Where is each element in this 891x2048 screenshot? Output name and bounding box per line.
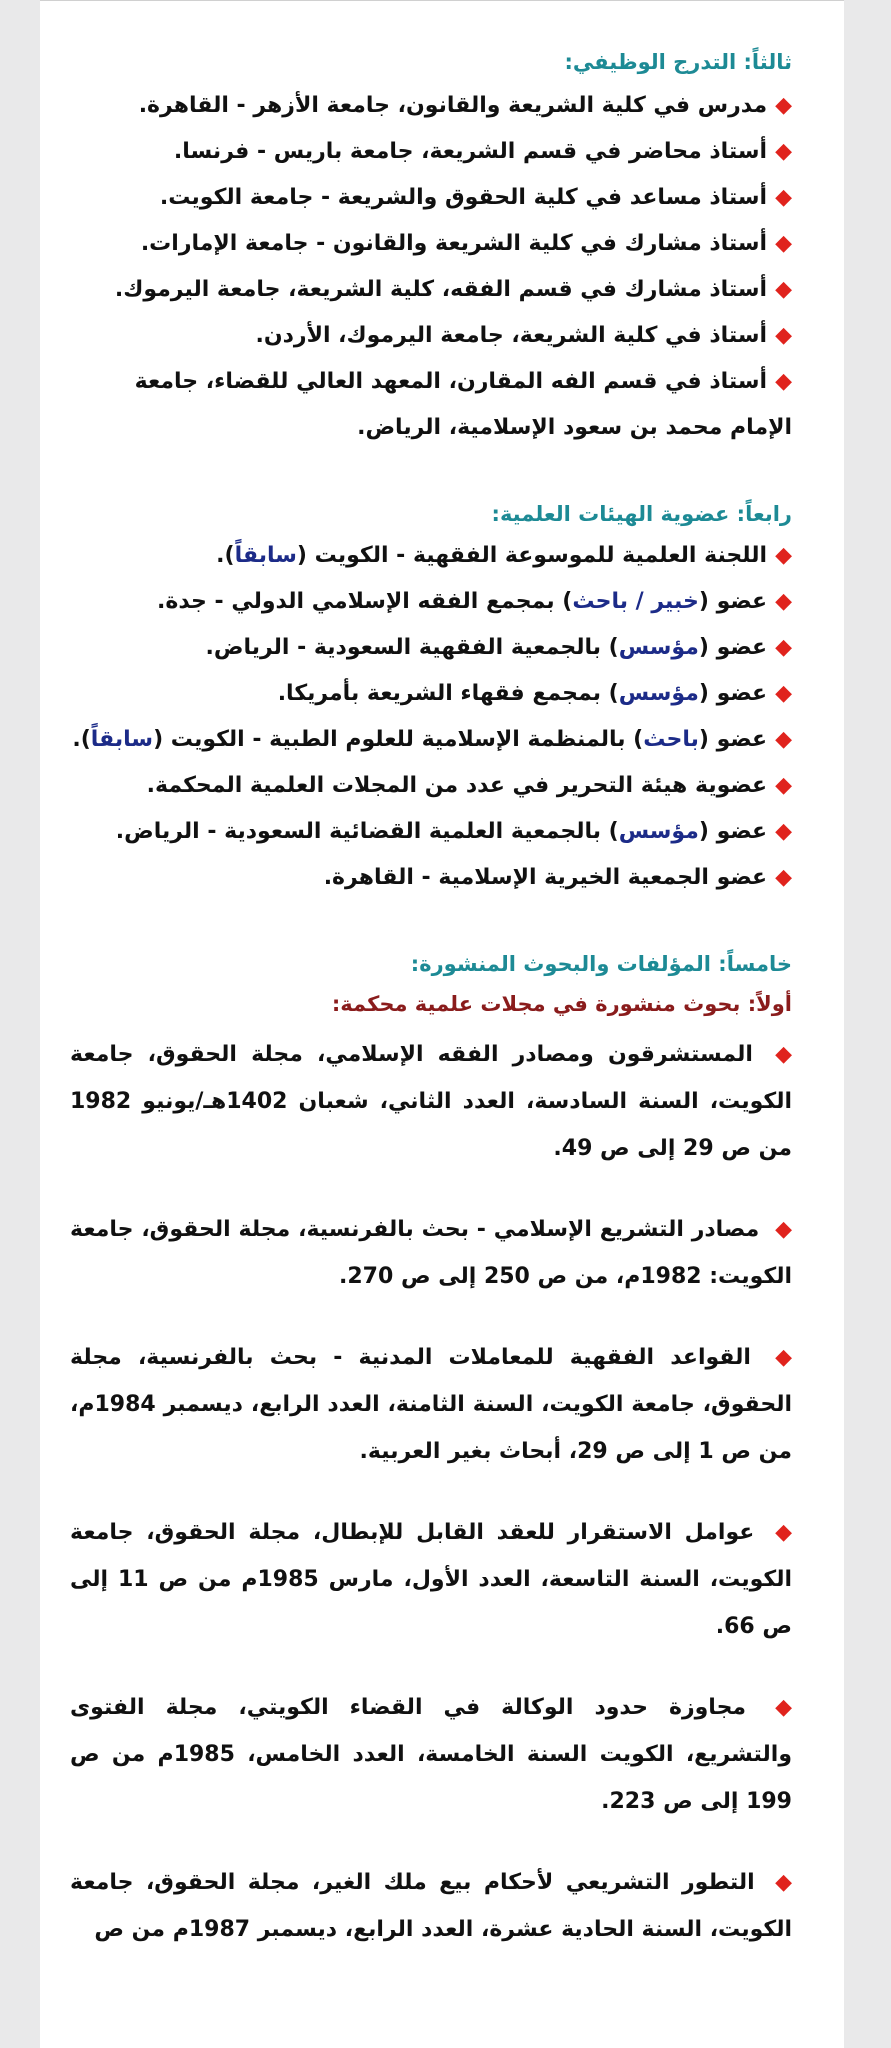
list-item: ◆أستاذ مشارك في كلية الشريعة والقانون - جامعة الإمارات. [70, 221, 792, 267]
memberships-list [70, 533, 792, 901]
diamond-bullet-icon: ◆ [775, 1870, 792, 1895]
diamond-bullet-icon: ◆ [775, 681, 792, 706]
section-title-career: ثالثاً: التدرج الوظيفي: [564, 50, 792, 74]
diamond-bullet-icon: ◆ [775, 819, 792, 844]
diamond-bullet-icon: ◆ [775, 1217, 792, 1242]
list-item: ◆عضو (مؤسس) بالجمعية الفقهية السعودية - الرياض. [70, 625, 792, 671]
diamond-bullet-icon: ◆ [775, 1695, 792, 1720]
career-list [70, 83, 792, 451]
paper-entry: ◆ مصادر التشريع الإسلامي - بحث بالفرنسية، مجلة الحقوق، جامعة الكويت: 1982م، من ص 250 إلى ص 270. [70, 1206, 792, 1300]
subsection-title-journal-papers: أولاً: بحوث منشورة في مجلات علمية محكمة: [331, 992, 792, 1016]
section-title-publications: خامساً: المؤلفات والبحوث المنشورة: [410, 952, 792, 976]
list-item: ◆مدرس في كلية الشريعة والقانون، جامعة الأزهر - القاهرة. [70, 83, 792, 129]
diamond-bullet-icon: ◆ [775, 323, 792, 348]
diamond-bullet-icon: ◆ [775, 139, 792, 164]
diamond-bullet-icon: ◆ [775, 727, 792, 752]
diamond-bullet-icon: ◆ [775, 543, 792, 568]
diamond-bullet-icon: ◆ [775, 277, 792, 302]
diamond-bullet-icon: ◆ [775, 1345, 792, 1370]
paper-entry: ◆ عوامل الاستقرار للعقد القابل للإبطال، مجلة الحقوق، جامعة الكويت، السنة التاسعة، العدد الأول، مارس 1985م من ص 11 إلى ص 66. [70, 1509, 792, 1650]
list-item: ◆أستاذ في قسم الفه المقارن، المعهد العالي للقضاء، جامعة الإمام محمد بن سعود الإسلامية، الرياض. [70, 359, 792, 451]
document-content [40, 1, 844, 1953]
diamond-bullet-icon: ◆ [775, 185, 792, 210]
list-item: ◆أستاذ في كلية الشريعة، جامعة اليرموك، الأردن. [70, 313, 792, 359]
list-item: ◆عضو الجمعية الخيرية الإسلامية - القاهرة. [70, 855, 792, 901]
diamond-bullet-icon: ◆ [775, 589, 792, 614]
diamond-bullet-icon: ◆ [775, 865, 792, 890]
diamond-bullet-icon: ◆ [775, 773, 792, 798]
section-title-memberships: رابعاً: عضوية الهيئات العلمية: [491, 502, 792, 526]
list-item: ◆عضو (خبير / باحث) بمجمع الفقه الإسلامي الدولي - جدة. [70, 579, 792, 625]
list-item: ◆عضو (مؤسس) بالجمعية العلمية القضائية السعودية - الرياض. [70, 809, 792, 855]
paper-entry: ◆ المستشرقون ومصادر الفقه الإسلامي، مجلة الحقوق، جامعة الكويت، السنة السادسة، العدد الثاني، شعبان 1402هـ/يونيو 1982 من ص 29 إلى ص 49. [70, 1031, 792, 1172]
paper-entry: ◆ مجاوزة حدود الوكالة في القضاء الكويتي، مجلة الفتوى والتشريع، الكويت السنة الخامسة، العدد الخامس، 1985م من ص 199 إلى ص 223. [70, 1684, 792, 1825]
diamond-bullet-icon: ◆ [775, 1520, 792, 1545]
list-item: ◆أستاذ مساعد في كلية الحقوق والشريعة - جامعة الكويت. [70, 175, 792, 221]
diamond-bullet-icon: ◆ [775, 231, 792, 256]
diamond-bullet-icon: ◆ [775, 369, 792, 394]
list-item: ◆عضو (مؤسس) بمجمع فقهاء الشريعة بأمريكا. [70, 671, 792, 717]
paper-entry: ◆ القواعد الفقهية للمعاملات المدنية - بحث بالفرنسية، مجلة الحقوق، جامعة الكويت، السنة الثامنة، العدد الرابع، ديسمبر 1984م، من ص 1 إلى ص 29، أبحاث بغير العربية. [70, 1334, 792, 1475]
paper-entry: ◆ التطور التشريعي لأحكام بيع ملك الغير، مجلة الحقوق، جامعة الكويت، السنة الحادية عشرة، العدد الرابع، ديسمبر 1987م من ص [70, 1859, 792, 1953]
list-item: ◆أستاذ مشارك في قسم الفقه، كلية الشريعة، جامعة اليرموك. [70, 267, 792, 313]
list-item: ◆اللجنة العلمية للموسوعة الفقهية - الكويت (سابقاً). [70, 533, 792, 579]
list-item: ◆عضوية هيئة التحرير في عدد من المجلات العلمية المحكمة. [70, 763, 792, 809]
diamond-bullet-icon: ◆ [775, 93, 792, 118]
diamond-bullet-icon: ◆ [775, 1042, 792, 1067]
diamond-bullet-icon: ◆ [775, 635, 792, 660]
list-item: ◆عضو (باحث) بالمنظمة الإسلامية للعلوم الطبية - الكويت (سابقاً). [70, 717, 792, 763]
list-item: ◆أستاذ محاضر في قسم الشريعة، جامعة باريس - فرنسا. [70, 129, 792, 175]
document-page [40, 0, 844, 2048]
